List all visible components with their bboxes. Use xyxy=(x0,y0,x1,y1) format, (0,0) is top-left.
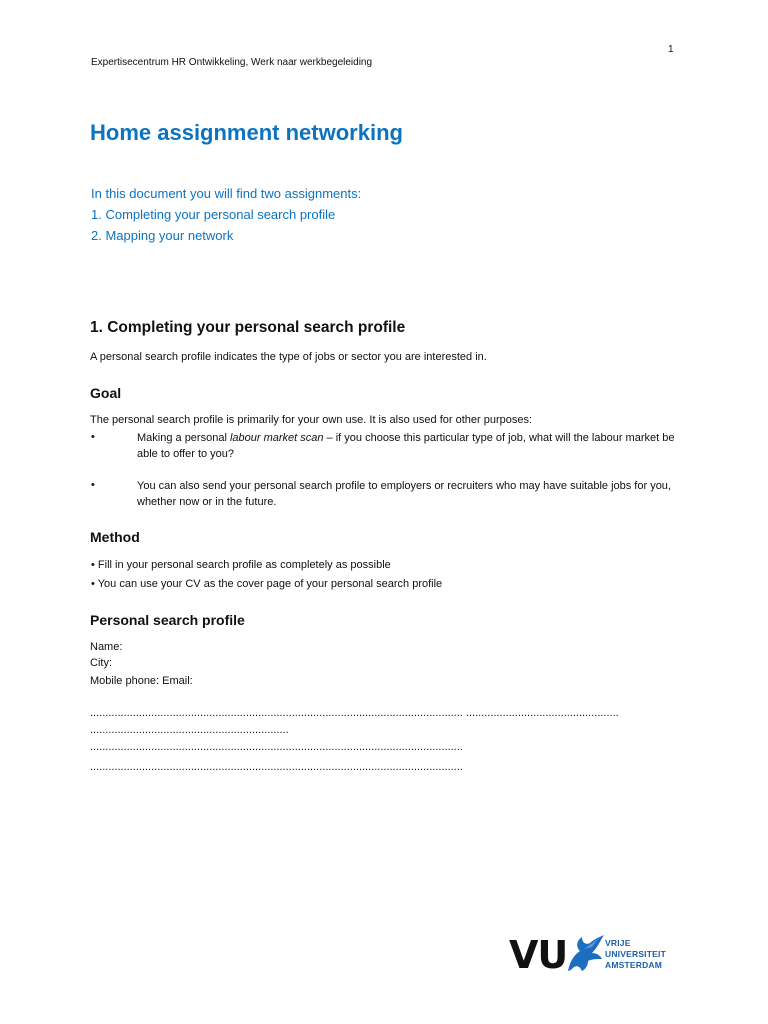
bullet-text-end: – if you choose this particular type of job, what will the labour market be able to offer to you? xyxy=(137,432,675,460)
logo-text xyxy=(605,938,666,971)
method-bullet-cv: • You can use your CV as the cover page of your personal search profile xyxy=(91,578,443,590)
bullet-marker: • xyxy=(91,431,95,443)
vu-amsterdam-logo xyxy=(500,927,672,983)
fill-in-line: .......................................................................................................................... xyxy=(90,761,463,773)
document-title: Home assignment networking xyxy=(90,120,403,145)
section-description: A personal search profile indicates the type of jobs or sector you are interested in. xyxy=(90,351,487,363)
intro-line: In this document you will find two assignments: xyxy=(91,186,362,201)
document-header: Expertisecentrum HR Ontwikkeling, Werk naar werkbegeleiding xyxy=(91,57,373,68)
profile-heading: Personal search profile xyxy=(90,612,245,628)
logo-mark: VU xyxy=(509,933,568,977)
goal-heading: Goal xyxy=(90,385,122,401)
bullet-text-italic: labour market scan xyxy=(229,432,324,444)
method-bullet-fill-in: • Fill in your personal search profile as completely as possible xyxy=(91,559,391,571)
intro-block xyxy=(91,183,361,246)
griffin-icon xyxy=(562,931,606,975)
fill-in-line: .......................................................................................................................... xyxy=(90,741,463,753)
goal-bullet-send-profile: You can also send your personal search profile to employers or recruiters who may have suitable jobs for you, whether now or in the future. xyxy=(137,480,671,508)
fill-in-line: .......................................................................................................................... .................................................. xyxy=(90,707,619,719)
intro-assignment-2: 2. Mapping your network xyxy=(91,228,234,243)
phone-email-field-label: Mobile phone: Email: xyxy=(90,675,193,687)
logo-text-line: VRIJE xyxy=(605,938,631,948)
goal-bullet-labour-market xyxy=(137,430,677,462)
logo-text-line: AMSTERDAM xyxy=(605,960,663,970)
name-field-label: Name: xyxy=(90,641,123,653)
section-heading-search-profile: 1. Completing your personal search profile xyxy=(90,319,406,336)
logo-text-line: UNIVERSITEIT xyxy=(605,949,666,959)
method-heading: Method xyxy=(90,529,140,545)
goal-text: The personal search profile is primarily for your own use. It is also used for other purposes: xyxy=(90,414,533,426)
city-field-label: City: xyxy=(90,657,112,669)
fill-in-line: ................................................................. xyxy=(90,724,289,736)
bullet-marker: • xyxy=(91,479,95,491)
intro-assignment-1: 1. Completing your personal search profile xyxy=(91,207,336,222)
page-number: 1 xyxy=(668,44,674,55)
bullet-text-start: Making a personal xyxy=(137,432,230,444)
